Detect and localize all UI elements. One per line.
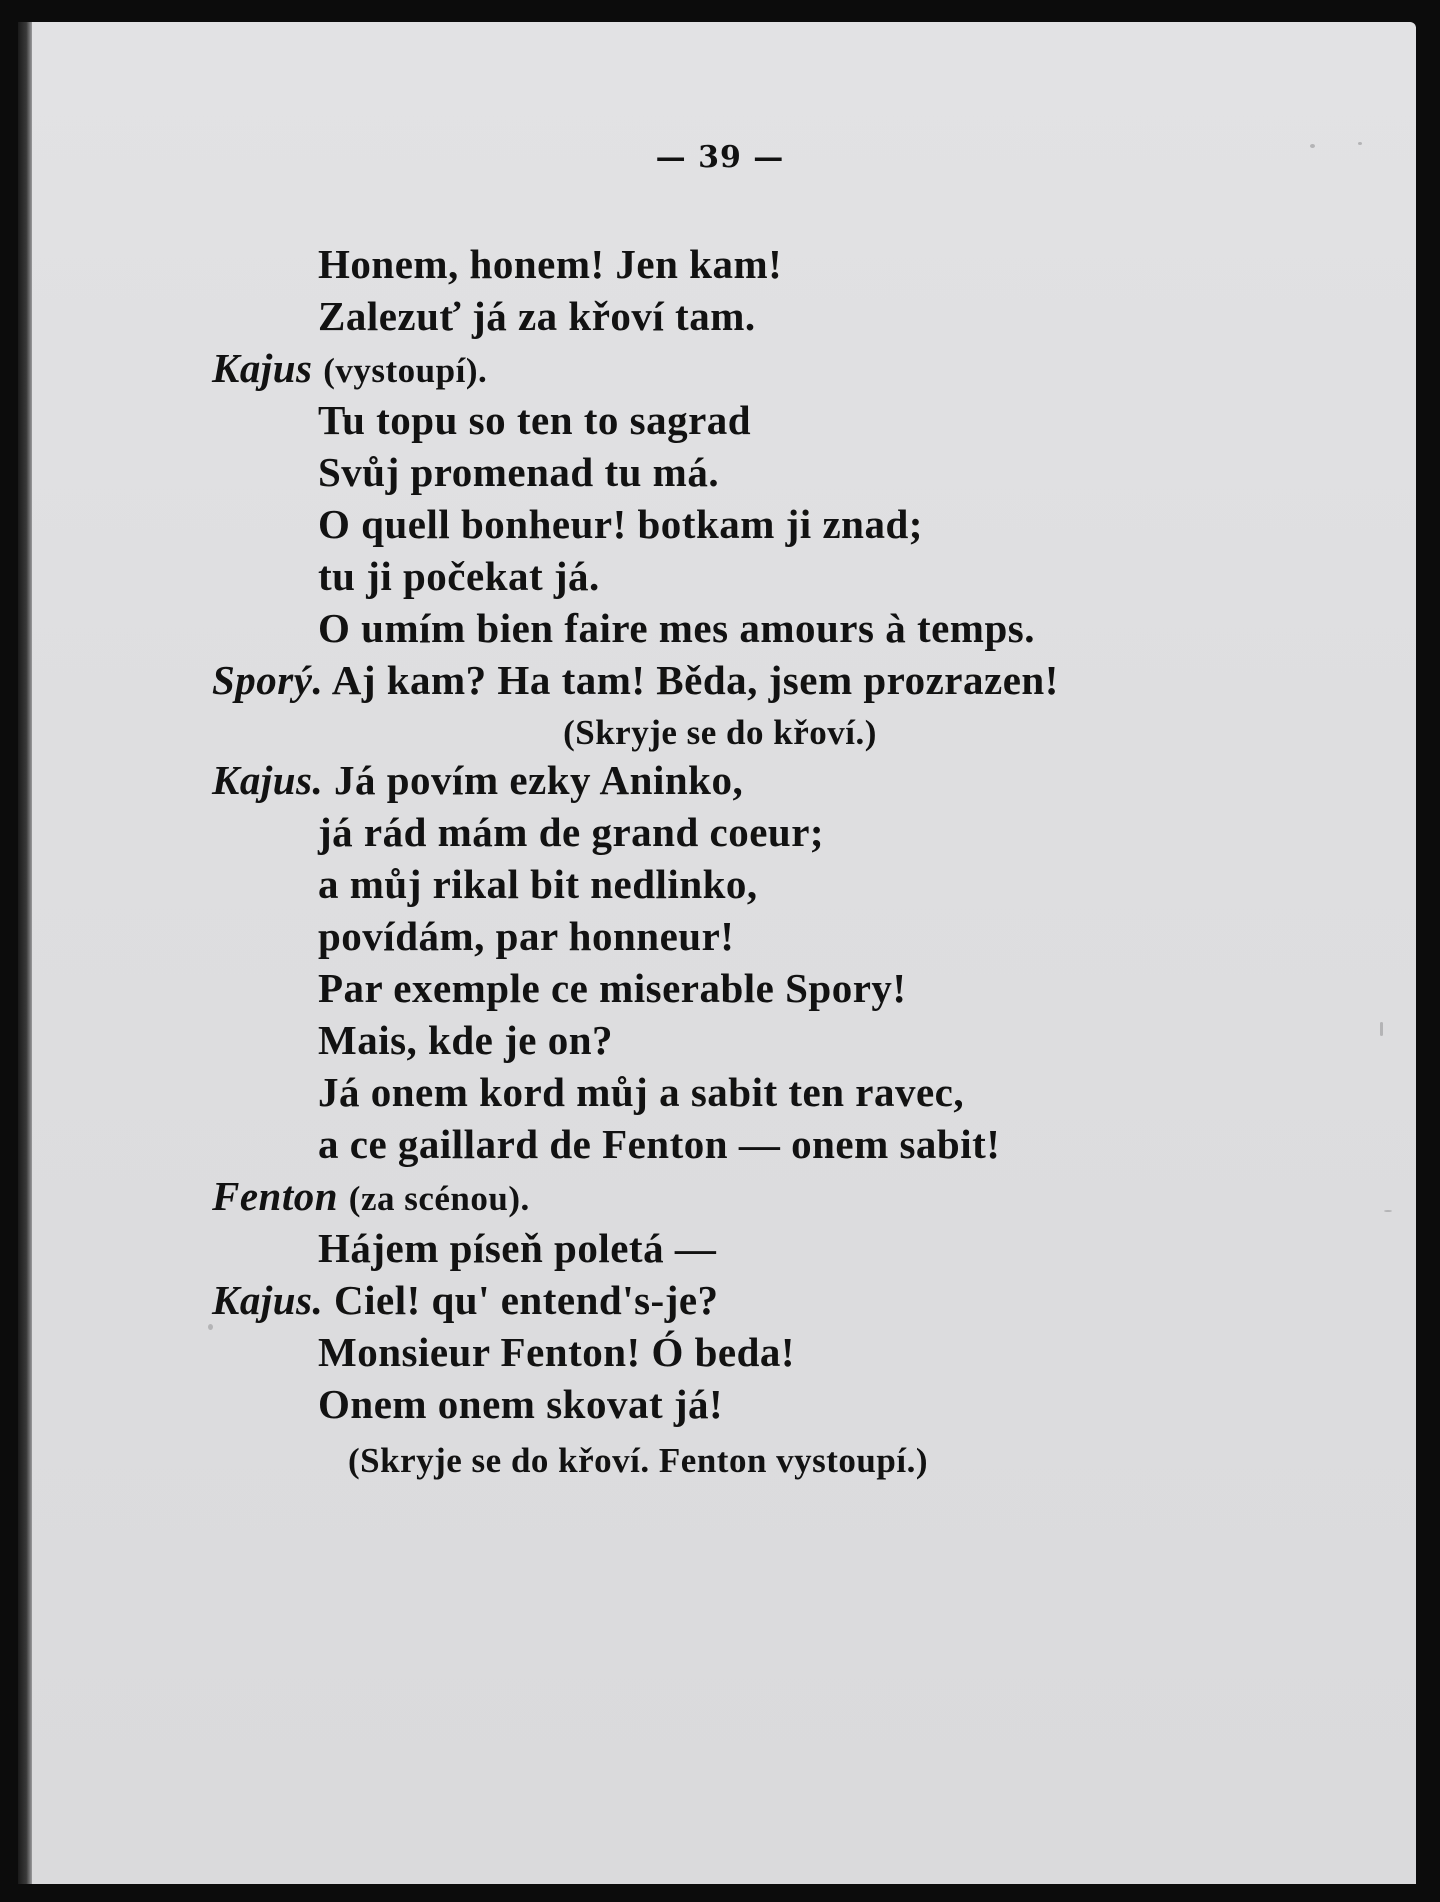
verse-line: Par exemple ce miserable Spory! [318,965,907,1011]
book-spine-edge [18,22,32,1884]
verse-line: povídám, par honneur! [318,913,735,959]
stage-direction: (za scénou). [348,1179,530,1218]
speaker-line [212,342,487,394]
verse-line: já rád mám de grand coeur; [318,809,825,855]
verse-line: Tu topu so ten to sagrad [318,397,752,443]
verse-line: Svůj promenad tu má. [318,449,720,495]
paper-speck [1384,1210,1392,1212]
speaker-line [212,1170,530,1222]
stage-direction-line [0,704,1440,756]
stage-direction-line [348,1432,928,1484]
verse-line: O umím bien faire mes amours à temps. [318,605,1035,651]
stage-direction: (vystoupí). [323,351,488,390]
stage-direction: (Skryje se do křoví. Fenton vystoupí.) [348,1441,928,1480]
speech-text: Aj kam? Ha tam! Běda, jsem prozrazen! [331,657,1059,703]
speech-text: Ciel! qu' entend's-je? [334,1277,719,1323]
speaker-name: Kajus [212,345,313,391]
verse-line: Onem onem skovat já! [318,1381,724,1427]
verse-line: Honem, honem! Jen kam! [318,241,783,287]
verse-line: tu ji počekat já. [318,553,600,599]
speaker-line [212,654,1059,706]
verse-line: Já onem kord můj a sabit ten ravec, [318,1069,965,1115]
speech-text: Já povím ezky Aninko, [334,757,744,803]
speaker-line [212,754,743,806]
speaker-name: Fenton [212,1173,339,1219]
paper-speck [1380,1022,1383,1036]
verse-line: Monsieur Fenton! Ó beda! [318,1329,796,1375]
speaker-name: Kajus. [212,1277,324,1323]
verse-line: Mais, kde je on? [318,1017,613,1063]
page-number: — 39 — [655,140,785,175]
verse-line: Zalezuť já za křoví tam. [318,293,756,339]
verse-line: O quell bonheur! botkam ji znad; [318,501,923,547]
verse-line: Hájem píseň poletá — [318,1225,717,1271]
speaker-name: Sporý. [212,657,324,703]
speaker-name: Kajus. [212,757,324,803]
verse-line: a můj rikal bit nedlinko, [318,861,758,907]
speaker-line [212,1274,719,1326]
verse-line: a ce gaillard de Fenton — onem sabit! [318,1121,1001,1167]
stage-direction: (Skryje se do křoví.) [563,713,877,752]
